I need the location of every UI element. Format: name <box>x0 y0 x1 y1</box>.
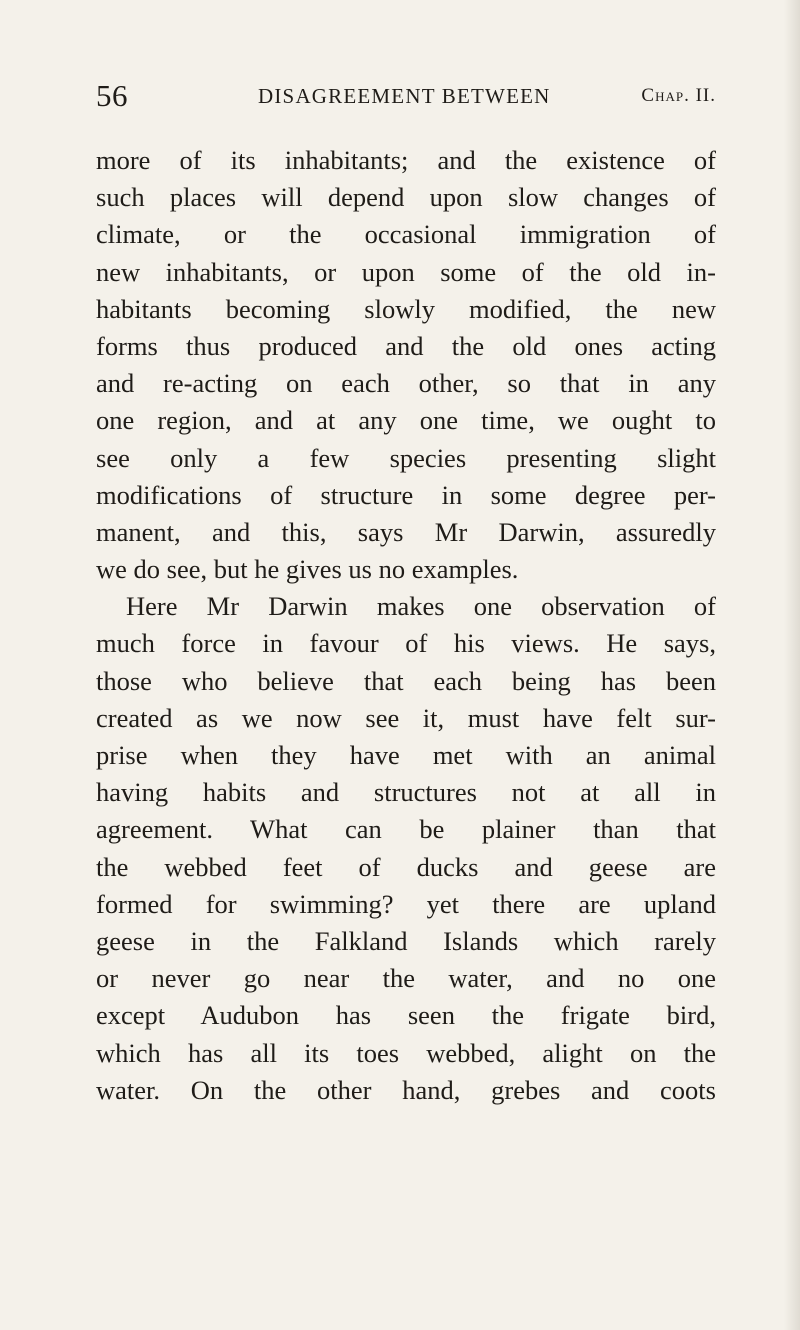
text-line: or never go near the water, and no one <box>96 963 716 994</box>
text-line: see only a few species presenting slight <box>96 442 716 473</box>
text-line: new inhabitants, or upon some of the old in- <box>96 256 716 287</box>
text-line: which has all its toes webbed, alight on the <box>96 1037 716 1068</box>
text-line: except Audubon has seen the frigate bird, <box>96 1000 716 1031</box>
text-line: agreement. What can be plainer than that <box>96 814 716 845</box>
text-line: created as we now see it, must have felt sur- <box>96 702 716 733</box>
text-line: formed for swimming? yet there are upland <box>96 888 716 919</box>
text-line: manent, and this, says Mr Darwin, assuredly <box>96 516 716 547</box>
text-line: those who believe that each being has been <box>96 665 716 696</box>
text-line: water. On the other hand, grebes and coots <box>96 1074 716 1105</box>
text-line: one region, and at any one time, we ought to <box>96 405 716 436</box>
text-line: more of its inhabitants; and the existence of <box>96 145 716 175</box>
text-line: the webbed feet of ducks and geese are <box>96 851 716 882</box>
chapter-label: Chap. II. <box>641 85 716 106</box>
text-line: and re-acting on each other, so that in any <box>96 368 716 399</box>
running-head <box>96 76 716 116</box>
page-edge-shadow <box>784 0 800 1330</box>
text-line: we do see, but he gives us no examples. <box>96 554 519 585</box>
page-number: 56 <box>96 78 128 113</box>
text-line: climate, or the occasional immigration of <box>96 219 716 250</box>
text-line: prise when they have met with an animal <box>96 740 716 770</box>
running-title: DISAGREEMENT BETWEEN <box>258 84 551 108</box>
text-line: forms thus produced and the old ones acting <box>96 330 716 361</box>
paragraph-start-line: Here Mr Darwin makes one observation of <box>126 591 716 622</box>
body-text <box>96 142 716 1109</box>
text-line: much force in favour of his views. He says, <box>96 628 716 659</box>
text-line: such places will depend upon slow changes of <box>96 182 716 213</box>
text-line: habitants becoming slowly modified, the new <box>96 293 716 324</box>
text-line: having habits and structures not at all in <box>96 777 716 808</box>
text-line: modifications of structure in some degree per- <box>96 479 716 510</box>
text-line: geese in the Falkland Islands which rarely <box>96 925 716 956</box>
